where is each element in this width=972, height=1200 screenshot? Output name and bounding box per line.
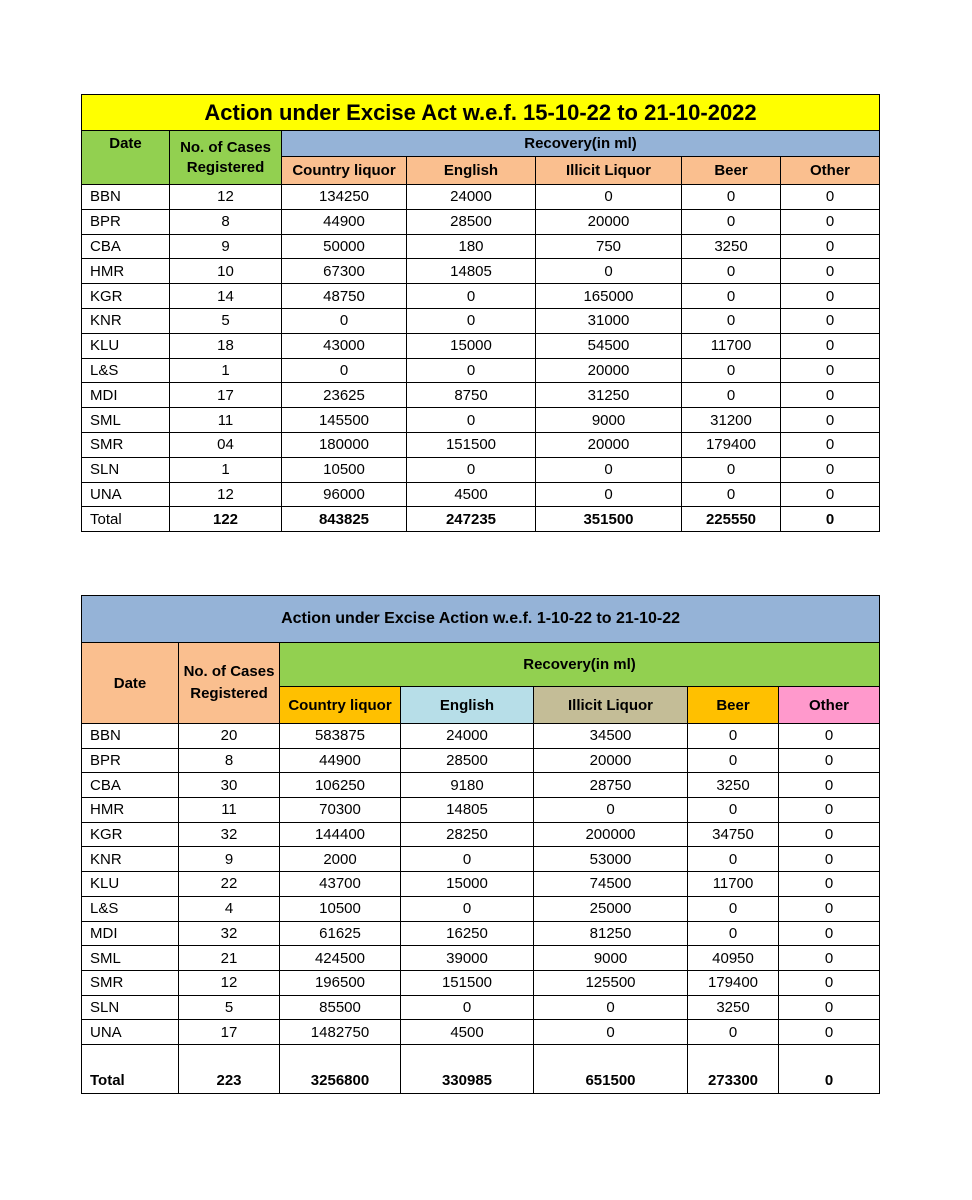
english-header: English bbox=[401, 687, 534, 724]
table-row bbox=[82, 185, 880, 210]
total-cases-cell: 223 bbox=[179, 1044, 280, 1093]
recovery-header: Recovery(in ml) bbox=[282, 131, 880, 157]
district-cell: HMR bbox=[82, 798, 179, 823]
total-other-cell: 0 bbox=[779, 1044, 880, 1093]
other-cell: 0 bbox=[779, 798, 880, 823]
beer-cell: 0 bbox=[682, 457, 781, 482]
total-label: Total bbox=[82, 507, 170, 532]
district-cell: UNA bbox=[82, 1020, 179, 1045]
other-cell: 0 bbox=[779, 995, 880, 1020]
other-cell: 0 bbox=[781, 432, 880, 457]
beer-cell: 179400 bbox=[682, 432, 781, 457]
table-row bbox=[82, 748, 880, 773]
illicit-liquor-cell: 25000 bbox=[534, 896, 688, 921]
cases-cell: 12 bbox=[179, 970, 280, 995]
table-row bbox=[82, 383, 880, 408]
other-cell: 0 bbox=[779, 822, 880, 847]
illicit-liquor-cell: 20000 bbox=[536, 358, 682, 383]
cases-cell: 12 bbox=[170, 482, 282, 507]
illicit-liquor-cell: 200000 bbox=[534, 822, 688, 847]
district-cell: KNR bbox=[82, 847, 179, 872]
country-liquor-cell: 106250 bbox=[280, 773, 401, 798]
illicit-liquor-cell: 750 bbox=[536, 234, 682, 259]
district-cell: UNA bbox=[82, 482, 170, 507]
cases-cell: 17 bbox=[170, 383, 282, 408]
table-row bbox=[82, 798, 880, 823]
district-cell: SLN bbox=[82, 457, 170, 482]
beer-cell: 0 bbox=[688, 896, 779, 921]
district-cell: SMR bbox=[82, 970, 179, 995]
country-liquor-cell: 48750 bbox=[282, 284, 407, 309]
cases-cell: 12 bbox=[170, 185, 282, 210]
table-row bbox=[82, 308, 880, 333]
district-cell: KNR bbox=[82, 308, 170, 333]
table-row bbox=[82, 896, 880, 921]
district-cell: BBN bbox=[82, 185, 170, 210]
other-cell: 0 bbox=[781, 185, 880, 210]
country-liquor-cell: 424500 bbox=[280, 946, 401, 971]
table-row bbox=[82, 822, 880, 847]
table-row bbox=[82, 724, 880, 749]
english-cell: 9180 bbox=[401, 773, 534, 798]
beer-cell: 3250 bbox=[688, 773, 779, 798]
other-cell: 0 bbox=[779, 724, 880, 749]
total-beer-cell: 273300 bbox=[688, 1044, 779, 1093]
total-label: Total bbox=[82, 1044, 179, 1093]
illicit-liquor-cell: 9000 bbox=[534, 946, 688, 971]
excise-table-monthly bbox=[81, 595, 880, 1094]
other-cell: 0 bbox=[779, 1020, 880, 1045]
cases-cell: 21 bbox=[179, 946, 280, 971]
beer-cell: 0 bbox=[682, 209, 781, 234]
cases-cell: 18 bbox=[170, 333, 282, 358]
beer-cell: 0 bbox=[688, 724, 779, 749]
illicit-liquor-cell: 31250 bbox=[536, 383, 682, 408]
country-liquor-cell: 70300 bbox=[280, 798, 401, 823]
country-liquor-cell: 0 bbox=[282, 308, 407, 333]
english-cell: 0 bbox=[407, 457, 536, 482]
english-cell: 28500 bbox=[401, 748, 534, 773]
beer-header: Beer bbox=[682, 157, 781, 185]
table-row bbox=[82, 432, 880, 457]
country-liquor-cell: 196500 bbox=[280, 970, 401, 995]
beer-cell: 0 bbox=[682, 308, 781, 333]
other-cell: 0 bbox=[781, 482, 880, 507]
other-cell: 0 bbox=[779, 970, 880, 995]
district-cell: BPR bbox=[82, 748, 179, 773]
table-row bbox=[82, 773, 880, 798]
illicit-liquor-cell: 125500 bbox=[534, 970, 688, 995]
illicit-liquor-cell: 0 bbox=[536, 259, 682, 284]
country-liquor-cell: 67300 bbox=[282, 259, 407, 284]
country-liquor-cell: 43700 bbox=[280, 872, 401, 897]
total-english-cell: 330985 bbox=[401, 1044, 534, 1093]
country-liquor-cell: 583875 bbox=[280, 724, 401, 749]
table-row bbox=[82, 1020, 880, 1045]
beer-cell: 0 bbox=[682, 482, 781, 507]
beer-cell: 0 bbox=[688, 1020, 779, 1045]
other-cell: 0 bbox=[779, 896, 880, 921]
country-liquor-cell: 10500 bbox=[282, 457, 407, 482]
english-cell: 151500 bbox=[407, 432, 536, 457]
table-body bbox=[82, 724, 880, 1094]
cases-cell: 11 bbox=[179, 798, 280, 823]
country-liquor-cell: 61625 bbox=[280, 921, 401, 946]
cases-header: No. of Cases Registered bbox=[179, 643, 280, 724]
illicit-liquor-cell: 53000 bbox=[534, 847, 688, 872]
beer-cell: 0 bbox=[682, 259, 781, 284]
table-row bbox=[82, 970, 880, 995]
english-cell: 180 bbox=[407, 234, 536, 259]
english-cell: 0 bbox=[407, 308, 536, 333]
cases-cell: 32 bbox=[179, 822, 280, 847]
country-liquor-cell: 44900 bbox=[280, 748, 401, 773]
district-cell: CBA bbox=[82, 234, 170, 259]
country-liquor-cell: 96000 bbox=[282, 482, 407, 507]
cases-cell: 17 bbox=[179, 1020, 280, 1045]
district-cell: KGR bbox=[82, 284, 170, 309]
cases-header: No. of Cases Registered bbox=[170, 131, 282, 185]
beer-cell: 0 bbox=[688, 921, 779, 946]
other-cell: 0 bbox=[779, 921, 880, 946]
english-cell: 0 bbox=[401, 896, 534, 921]
cases-cell: 9 bbox=[170, 234, 282, 259]
total-row bbox=[82, 1044, 880, 1093]
table-row bbox=[82, 209, 880, 234]
cases-cell: 4 bbox=[179, 896, 280, 921]
district-cell: BBN bbox=[82, 724, 179, 749]
cases-cell: 22 bbox=[179, 872, 280, 897]
cases-cell: 32 bbox=[179, 921, 280, 946]
english-cell: 14805 bbox=[407, 259, 536, 284]
cases-cell: 04 bbox=[170, 432, 282, 457]
district-cell: SML bbox=[82, 408, 170, 433]
illicit-liquor-cell: 34500 bbox=[534, 724, 688, 749]
district-cell: L&S bbox=[82, 358, 170, 383]
english-cell: 14805 bbox=[401, 798, 534, 823]
illicit-liquor-header: Illicit Liquor bbox=[536, 157, 682, 185]
illicit-liquor-cell: 81250 bbox=[534, 921, 688, 946]
table-row bbox=[82, 872, 880, 897]
table-row bbox=[82, 457, 880, 482]
illicit-liquor-cell: 0 bbox=[534, 1020, 688, 1045]
illicit-liquor-cell: 20000 bbox=[534, 748, 688, 773]
other-header: Other bbox=[781, 157, 880, 185]
district-cell: SML bbox=[82, 946, 179, 971]
country-liquor-cell: 134250 bbox=[282, 185, 407, 210]
total-row bbox=[82, 507, 880, 532]
illicit-liquor-cell: 28750 bbox=[534, 773, 688, 798]
english-cell: 4500 bbox=[401, 1020, 534, 1045]
total-other-cell: 0 bbox=[781, 507, 880, 532]
illicit-liquor-cell: 0 bbox=[536, 457, 682, 482]
table-row bbox=[82, 921, 880, 946]
cases-cell: 20 bbox=[179, 724, 280, 749]
table-row bbox=[82, 995, 880, 1020]
table-title: Action under Excise Act w.e.f. 15-10-22 to 21-10-2022 bbox=[82, 95, 880, 131]
english-cell: 16250 bbox=[401, 921, 534, 946]
cases-cell: 1 bbox=[170, 457, 282, 482]
english-cell: 0 bbox=[407, 408, 536, 433]
beer-cell: 0 bbox=[688, 847, 779, 872]
english-cell: 0 bbox=[407, 284, 536, 309]
table-row bbox=[82, 234, 880, 259]
other-cell: 0 bbox=[779, 847, 880, 872]
beer-cell: 0 bbox=[682, 358, 781, 383]
illicit-liquor-cell: 74500 bbox=[534, 872, 688, 897]
table-body bbox=[82, 185, 880, 532]
beer-header: Beer bbox=[688, 687, 779, 724]
cases-cell: 9 bbox=[179, 847, 280, 872]
english-cell: 24000 bbox=[401, 724, 534, 749]
country-liquor-cell: 43000 bbox=[282, 333, 407, 358]
country-liquor-cell: 1482750 bbox=[280, 1020, 401, 1045]
other-cell: 0 bbox=[781, 408, 880, 433]
beer-cell: 0 bbox=[682, 185, 781, 210]
illicit-liquor-cell: 0 bbox=[536, 185, 682, 210]
beer-cell: 34750 bbox=[688, 822, 779, 847]
english-cell: 4500 bbox=[407, 482, 536, 507]
other-header: Other bbox=[779, 687, 880, 724]
excise-table-weekly bbox=[81, 94, 880, 532]
illicit-liquor-cell: 20000 bbox=[536, 209, 682, 234]
other-cell: 0 bbox=[781, 333, 880, 358]
english-header: English bbox=[407, 157, 536, 185]
english-cell: 39000 bbox=[401, 946, 534, 971]
table-row bbox=[82, 358, 880, 383]
other-cell: 0 bbox=[779, 773, 880, 798]
illicit-liquor-cell: 0 bbox=[536, 482, 682, 507]
district-cell: L&S bbox=[82, 896, 179, 921]
illicit-liquor-cell: 31000 bbox=[536, 308, 682, 333]
district-cell: SLN bbox=[82, 995, 179, 1020]
country-liquor-cell: 2000 bbox=[280, 847, 401, 872]
other-cell: 0 bbox=[781, 358, 880, 383]
district-cell: MDI bbox=[82, 921, 179, 946]
table-row bbox=[82, 847, 880, 872]
other-cell: 0 bbox=[781, 457, 880, 482]
date-header: Date bbox=[82, 643, 179, 724]
other-cell: 0 bbox=[781, 234, 880, 259]
country-liquor-cell: 0 bbox=[282, 358, 407, 383]
table-row bbox=[82, 408, 880, 433]
country-liquor-cell: 180000 bbox=[282, 432, 407, 457]
total-illicit-liquor-cell: 351500 bbox=[536, 507, 682, 532]
country-liquor-cell: 144400 bbox=[280, 822, 401, 847]
english-cell: 151500 bbox=[401, 970, 534, 995]
total-country-liquor-cell: 3256800 bbox=[280, 1044, 401, 1093]
country-liquor-cell: 50000 bbox=[282, 234, 407, 259]
beer-cell: 0 bbox=[682, 383, 781, 408]
illicit-liquor-cell: 0 bbox=[534, 798, 688, 823]
recovery-header: Recovery(in ml) bbox=[280, 643, 880, 687]
table-row bbox=[82, 482, 880, 507]
english-cell: 0 bbox=[401, 847, 534, 872]
beer-cell: 0 bbox=[688, 798, 779, 823]
table-row bbox=[82, 946, 880, 971]
cases-cell: 1 bbox=[170, 358, 282, 383]
district-cell: MDI bbox=[82, 383, 170, 408]
country-liquor-cell: 145500 bbox=[282, 408, 407, 433]
beer-cell: 3250 bbox=[688, 995, 779, 1020]
other-cell: 0 bbox=[781, 284, 880, 309]
illicit-liquor-cell: 0 bbox=[534, 995, 688, 1020]
total-illicit-liquor-cell: 651500 bbox=[534, 1044, 688, 1093]
table-title: Action under Excise Action w.e.f. 1-10-22 to 21-10-22 bbox=[82, 596, 880, 643]
date-header: Date bbox=[82, 131, 170, 185]
cases-cell: 10 bbox=[170, 259, 282, 284]
other-cell: 0 bbox=[781, 209, 880, 234]
district-cell: KGR bbox=[82, 822, 179, 847]
beer-cell: 40950 bbox=[688, 946, 779, 971]
beer-cell: 3250 bbox=[682, 234, 781, 259]
other-cell: 0 bbox=[781, 383, 880, 408]
beer-cell: 179400 bbox=[688, 970, 779, 995]
cases-cell: 30 bbox=[179, 773, 280, 798]
district-cell: KLU bbox=[82, 872, 179, 897]
english-cell: 15000 bbox=[401, 872, 534, 897]
district-cell: SMR bbox=[82, 432, 170, 457]
total-cases-cell: 122 bbox=[170, 507, 282, 532]
cases-cell: 8 bbox=[179, 748, 280, 773]
beer-cell: 11700 bbox=[682, 333, 781, 358]
english-cell: 28250 bbox=[401, 822, 534, 847]
district-cell: CBA bbox=[82, 773, 179, 798]
table-row bbox=[82, 333, 880, 358]
english-cell: 0 bbox=[401, 995, 534, 1020]
total-english-cell: 247235 bbox=[407, 507, 536, 532]
other-cell: 0 bbox=[781, 308, 880, 333]
beer-cell: 11700 bbox=[688, 872, 779, 897]
english-cell: 8750 bbox=[407, 383, 536, 408]
district-cell: BPR bbox=[82, 209, 170, 234]
table-row bbox=[82, 259, 880, 284]
cases-cell: 11 bbox=[170, 408, 282, 433]
beer-cell: 31200 bbox=[682, 408, 781, 433]
total-beer-cell: 225550 bbox=[682, 507, 781, 532]
beer-cell: 0 bbox=[682, 284, 781, 309]
other-cell: 0 bbox=[779, 748, 880, 773]
district-cell: KLU bbox=[82, 333, 170, 358]
illicit-liquor-cell: 20000 bbox=[536, 432, 682, 457]
cases-cell: 5 bbox=[170, 308, 282, 333]
country-liquor-cell: 44900 bbox=[282, 209, 407, 234]
english-cell: 24000 bbox=[407, 185, 536, 210]
country-liquor-header: Country liquor bbox=[282, 157, 407, 185]
illicit-liquor-header: Illicit Liquor bbox=[534, 687, 688, 724]
illicit-liquor-cell: 165000 bbox=[536, 284, 682, 309]
cases-cell: 8 bbox=[170, 209, 282, 234]
country-liquor-cell: 23625 bbox=[282, 383, 407, 408]
beer-cell: 0 bbox=[688, 748, 779, 773]
illicit-liquor-cell: 9000 bbox=[536, 408, 682, 433]
table-row bbox=[82, 284, 880, 309]
illicit-liquor-cell: 54500 bbox=[536, 333, 682, 358]
other-cell: 0 bbox=[781, 259, 880, 284]
total-country-liquor-cell: 843825 bbox=[282, 507, 407, 532]
other-cell: 0 bbox=[779, 872, 880, 897]
country-liquor-header: Country liquor bbox=[280, 687, 401, 724]
other-cell: 0 bbox=[779, 946, 880, 971]
cases-cell: 5 bbox=[179, 995, 280, 1020]
cases-cell: 14 bbox=[170, 284, 282, 309]
country-liquor-cell: 85500 bbox=[280, 995, 401, 1020]
english-cell: 28500 bbox=[407, 209, 536, 234]
country-liquor-cell: 10500 bbox=[280, 896, 401, 921]
english-cell: 0 bbox=[407, 358, 536, 383]
district-cell: HMR bbox=[82, 259, 170, 284]
english-cell: 15000 bbox=[407, 333, 536, 358]
